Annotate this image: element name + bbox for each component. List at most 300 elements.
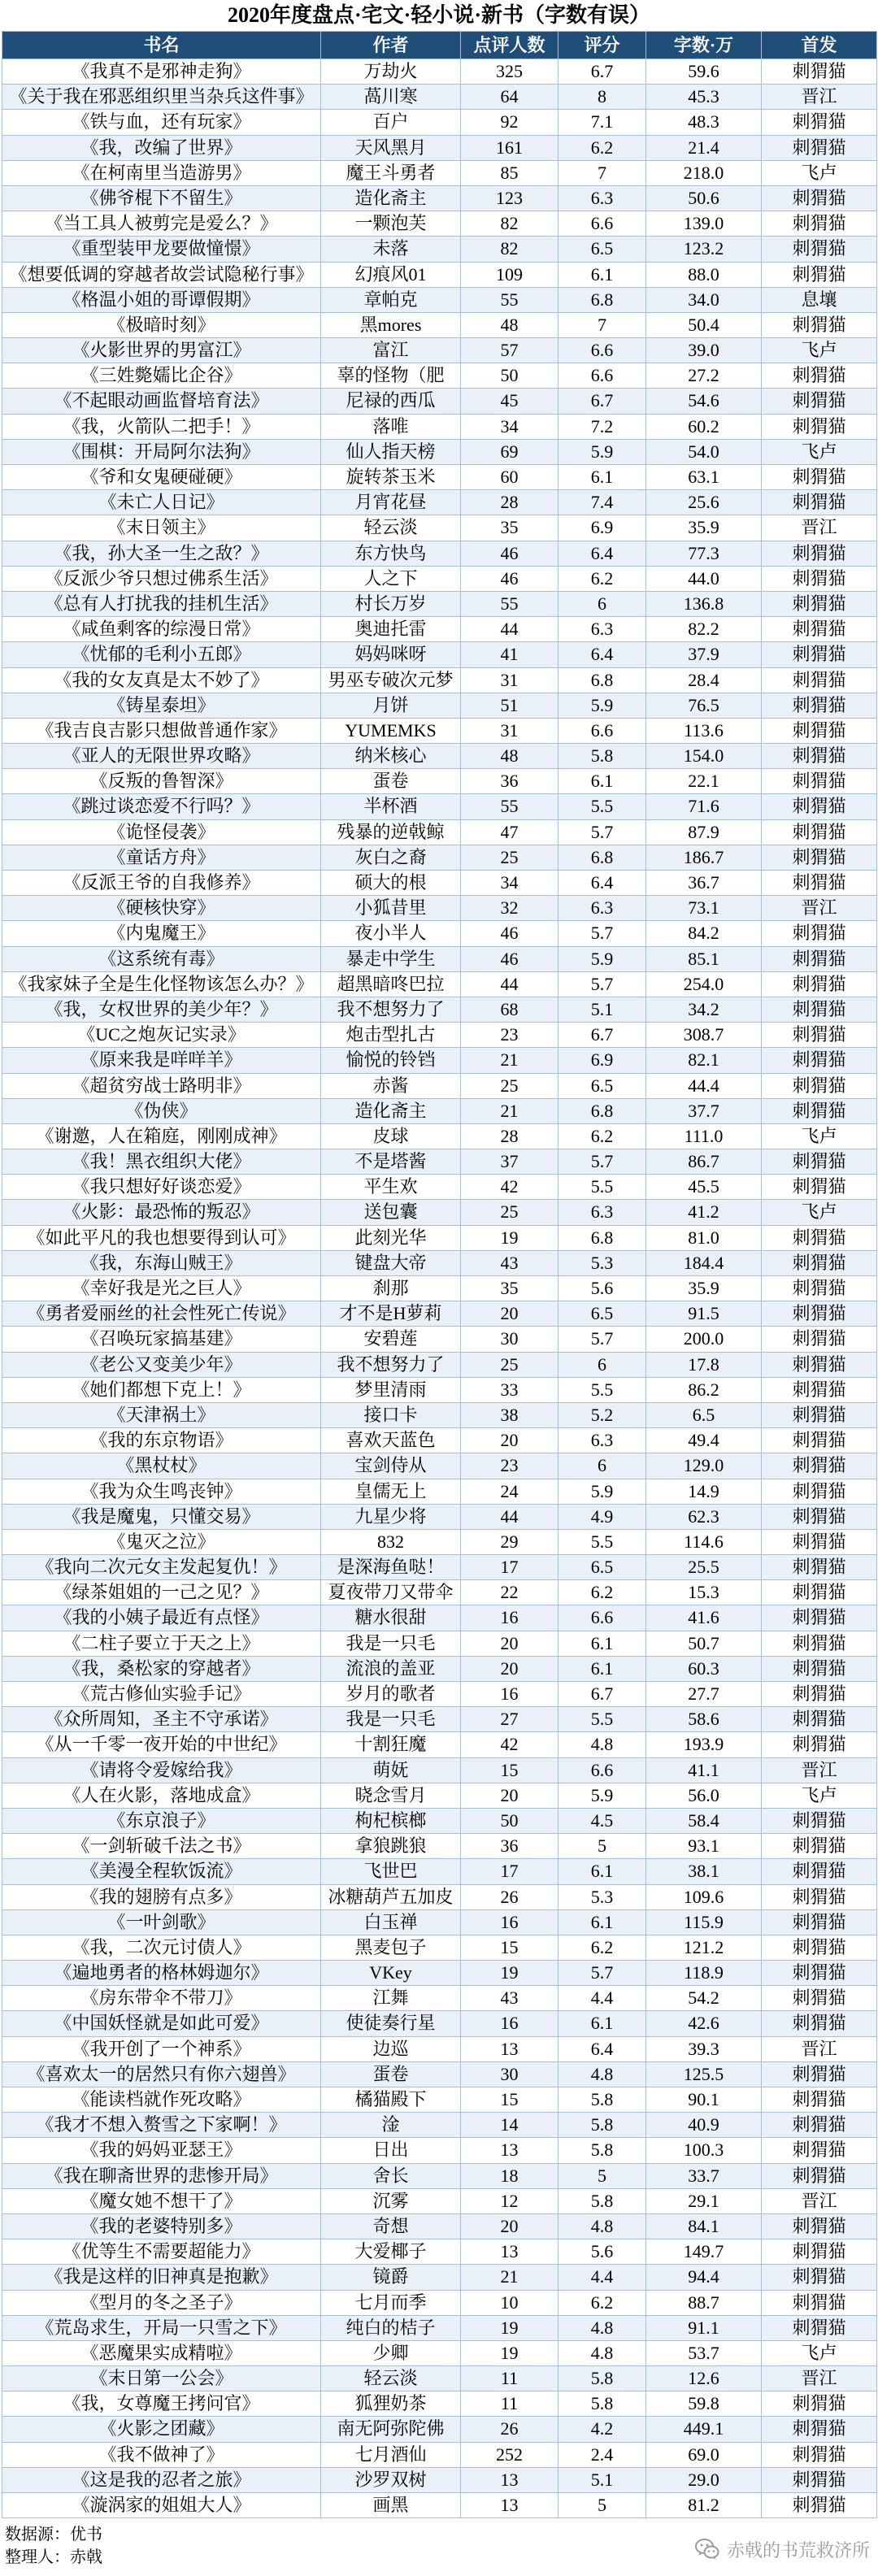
cell-platform: 飞卢	[762, 338, 877, 363]
cell-review-count: 55	[461, 794, 559, 819]
cell-author: 淦	[321, 2113, 461, 2138]
cell-rating: 6.6	[559, 363, 646, 389]
cell-rating: 2.4	[559, 2443, 646, 2468]
cell-word-count: 81.2	[646, 2493, 762, 2518]
cell-book-title: 《我向二次元女主发起复仇！》	[2, 1555, 321, 1580]
cell-book-title: 《我不做神了》	[2, 2443, 321, 2468]
cell-rating: 6	[559, 592, 646, 617]
table-row	[2, 263, 877, 288]
cell-book-title: 《这系统有毒》	[2, 947, 321, 972]
cell-review-count: 60	[461, 465, 559, 490]
cell-author: YUMEMKS	[321, 719, 461, 744]
cell-platform: 刺猬猫	[762, 1403, 877, 1428]
table-row	[2, 1327, 877, 1352]
cell-rating: 4.4	[559, 2265, 646, 2290]
cell-rating: 5.8	[559, 2087, 646, 2113]
cell-review-count: 13	[461, 2138, 559, 2163]
cell-word-count: 34.2	[646, 997, 762, 1023]
cell-platform: 刺猬猫	[762, 1605, 877, 1631]
cell-rating: 5.8	[559, 2366, 646, 2391]
cell-review-count: 30	[461, 2062, 559, 2087]
cell-platform: 刺猬猫	[762, 2291, 877, 2316]
cell-word-count: 44.0	[646, 567, 762, 592]
cell-word-count: 81.0	[646, 1226, 762, 1251]
cell-platform: 刺猬猫	[762, 2493, 877, 2518]
cell-word-count: 41.6	[646, 1605, 762, 1631]
cell-word-count: 45.3	[646, 85, 762, 110]
cell-word-count: 308.7	[646, 1023, 762, 1048]
cell-word-count: 218.0	[646, 161, 762, 186]
cell-platform: 刺猬猫	[762, 744, 877, 769]
cell-rating: 6.7	[559, 389, 646, 414]
cell-word-count: 25.6	[646, 490, 762, 515]
table-row	[2, 490, 877, 515]
cell-author: 我是一只毛	[321, 1631, 461, 1657]
cell-platform: 刺猬猫	[762, 2011, 877, 2036]
cell-word-count: 36.7	[646, 871, 762, 896]
footer-notes	[5, 2523, 102, 2569]
cell-rating: 7.1	[559, 110, 646, 135]
cell-review-count: 252	[461, 2443, 559, 2468]
table-row	[2, 136, 877, 161]
cell-rating: 5.8	[559, 744, 646, 769]
cell-book-title: 《我，火箭队二把手！》	[2, 415, 321, 440]
cell-book-title: 《火影：最恐怖的叛忍》	[2, 1200, 321, 1225]
cell-book-title: 《我，孙大圣一生之敌？》	[2, 541, 321, 567]
cell-word-count: 35.9	[646, 1276, 762, 1301]
cell-book-title: 《漩涡家的姐姐大人》	[2, 2493, 321, 2518]
cell-platform: 刺猬猫	[762, 972, 877, 997]
cell-review-count: 23	[461, 1023, 559, 1048]
cell-word-count: 76.5	[646, 693, 762, 719]
cell-rating: 5.5	[559, 1378, 646, 1403]
cell-platform: 刺猬猫	[762, 1099, 877, 1124]
cell-author: 男巫专破次元梦	[321, 668, 461, 693]
cell-word-count: 44.4	[646, 1074, 762, 1099]
cell-platform: 刺猬猫	[762, 2468, 877, 2493]
cell-book-title: 《我是这样的旧神真是抱歉》	[2, 2265, 321, 2290]
cell-review-count: 69	[461, 440, 559, 465]
cell-word-count: 111.0	[646, 1124, 762, 1149]
cell-rating: 6.8	[559, 668, 646, 693]
cell-rating: 6.7	[559, 1682, 646, 1707]
cell-word-count: 62.3	[646, 1505, 762, 1530]
cell-author: 蛋卷	[321, 769, 461, 794]
cell-platform: 刺猬猫	[762, 845, 877, 871]
cell-platform: 刺猬猫	[762, 1175, 877, 1200]
cell-word-count: 59.8	[646, 2391, 762, 2417]
cell-book-title: 《遍地勇者的格林姆迦尔》	[2, 1961, 321, 1986]
cell-rating: 4.5	[559, 1809, 646, 1834]
table-row	[2, 338, 877, 363]
table-row	[2, 2164, 877, 2189]
cell-author: 岁月的歌者	[321, 1682, 461, 1707]
cell-rating: 6.3	[559, 617, 646, 642]
cell-review-count: 29	[461, 1530, 559, 1555]
cell-review-count: 123	[461, 186, 559, 211]
cell-review-count: 64	[461, 85, 559, 110]
cell-rating: 6.2	[559, 136, 646, 161]
cell-author: 萵川寒	[321, 85, 461, 110]
cell-platform: 刺猬猫	[762, 2113, 877, 2138]
cell-author: 边巡	[321, 2037, 461, 2062]
cell-book-title: 《房东带伞不带刀》	[2, 1986, 321, 2011]
table-row	[2, 2366, 877, 2391]
cell-rating: 6.7	[559, 59, 646, 85]
cell-review-count: 55	[461, 288, 559, 313]
cell-book-title: 《我的妈妈亚瑟王》	[2, 2138, 321, 2163]
cell-word-count: 48.3	[646, 110, 762, 135]
table-row	[2, 1505, 877, 1530]
cell-book-title: 《魔女她不想干了》	[2, 2189, 321, 2214]
cell-author: 枸杞槟榔	[321, 1809, 461, 1834]
cell-author: 南无阿弥陀佛	[321, 2417, 461, 2442]
cell-author: 送包囊	[321, 1200, 461, 1225]
table-row	[2, 668, 877, 693]
table-row	[2, 1910, 877, 1935]
cell-word-count: 88.0	[646, 263, 762, 288]
cell-book-title: 《中国妖怪就是如此可爱》	[2, 2011, 321, 2036]
cell-author: 灰白之裔	[321, 845, 461, 871]
cell-platform: 刺猬猫	[762, 1682, 877, 1707]
cell-review-count: 17	[461, 1859, 559, 1884]
cell-word-count: 85.1	[646, 947, 762, 972]
cell-review-count: 20	[461, 1783, 559, 1809]
cell-rating: 5.1	[559, 997, 646, 1023]
cell-rating: 4.8	[559, 1732, 646, 1757]
cell-review-count: 26	[461, 2417, 559, 2442]
cell-author: 妈妈咪呀	[321, 642, 461, 667]
cell-word-count: 45.5	[646, 1175, 762, 1200]
cell-review-count: 48	[461, 744, 559, 769]
cell-rating: 5.3	[559, 1885, 646, 1910]
cell-review-count: 13	[461, 2239, 559, 2265]
cell-review-count: 41	[461, 642, 559, 667]
cell-rating: 6.1	[559, 2011, 646, 2036]
cell-rating: 5.7	[559, 1961, 646, 1986]
cell-word-count: 109.6	[646, 1885, 762, 1910]
cell-author: 舍长	[321, 2164, 461, 2189]
cell-rating: 7	[559, 313, 646, 338]
cell-book-title: 《不起眼动画监督培育法》	[2, 389, 321, 414]
cell-book-title: 《东京浪子》	[2, 1809, 321, 1834]
cell-word-count: 15.3	[646, 1580, 762, 1605]
cell-review-count: 16	[461, 1682, 559, 1707]
cell-rating: 5.5	[559, 1707, 646, 1732]
cell-rating: 5.9	[559, 440, 646, 465]
cell-platform: 刺猬猫	[762, 2164, 877, 2189]
cell-author: 832	[321, 1530, 461, 1555]
cell-rating: 6.6	[559, 338, 646, 363]
cell-platform: 晋江	[762, 2037, 877, 2062]
cell-rating: 4.8	[559, 2214, 646, 2239]
cell-book-title: 《围棋：开局阿尔法狗》	[2, 440, 321, 465]
cell-review-count: 32	[461, 896, 559, 921]
cell-rating: 6.5	[559, 237, 646, 262]
cell-platform: 刺猬猫	[762, 820, 877, 845]
cell-author: 少卿	[321, 2341, 461, 2366]
table-row	[2, 820, 877, 845]
cell-platform: 刺猬猫	[762, 668, 877, 693]
cell-review-count: 36	[461, 1834, 559, 1859]
cell-book-title: 《超贫穷战士路明非》	[2, 1074, 321, 1099]
cell-platform: 刺猬猫	[762, 1353, 877, 1378]
cell-book-title: 《二柱子要立于天之上》	[2, 1631, 321, 1657]
cell-author: 章帕克	[321, 288, 461, 313]
cell-author: 使徒奏行星	[321, 2011, 461, 2036]
table-row	[2, 744, 877, 769]
cell-platform: 刺猬猫	[762, 1226, 877, 1251]
cell-author: 半杯酒	[321, 794, 461, 819]
cell-word-count: 28.4	[646, 668, 762, 693]
watermark-text: 赤戟的书荒救济所	[726, 2539, 870, 2561]
cell-book-title: 《我，东海山贼王》	[2, 1251, 321, 1276]
cell-rating: 7.4	[559, 490, 646, 515]
cell-author: 东方快鸟	[321, 541, 461, 567]
cell-book-title: 《我真不是邪神走狗》	[2, 59, 321, 85]
cell-book-title: 《末日第一公会》	[2, 2366, 321, 2391]
cell-author: 仙人指天榜	[321, 440, 461, 465]
cell-word-count: 12.6	[646, 2366, 762, 2391]
cell-book-title: 《人在火影，落地成盒》	[2, 1783, 321, 1809]
cell-rating: 4.8	[559, 2062, 646, 2087]
cell-author: 黑麦包子	[321, 1935, 461, 1961]
cell-review-count: 20	[461, 1428, 559, 1453]
cell-book-title: 《火影之团藏》	[2, 2417, 321, 2442]
cell-book-title: 《我家妹子全是生化怪物该怎么办？》	[2, 972, 321, 997]
cell-rating: 5.5	[559, 794, 646, 819]
cell-book-title: 《老公又变美少年》	[2, 1353, 321, 1378]
cell-book-title: 《极暗时刻》	[2, 313, 321, 338]
cell-book-title: 《重型装甲龙要做憧憬》	[2, 237, 321, 262]
cell-rating: 6.2	[559, 567, 646, 592]
cell-review-count: 19	[461, 2316, 559, 2341]
table-row	[2, 1200, 877, 1225]
table-row	[2, 2062, 877, 2087]
cell-rating: 6.2	[559, 1124, 646, 1149]
cell-word-count: 39.3	[646, 2037, 762, 2062]
cell-author: 蛋卷	[321, 2062, 461, 2087]
table-row	[2, 2087, 877, 2113]
cell-word-count: 113.6	[646, 719, 762, 744]
cell-book-title: 《幸好我是光之巨人》	[2, 1276, 321, 1301]
cell-platform: 刺猬猫	[762, 1885, 877, 1910]
cell-review-count: 43	[461, 1251, 559, 1276]
cell-author: 炮击型扎古	[321, 1023, 461, 1048]
cell-platform: 刺猬猫	[762, 871, 877, 896]
table-row	[2, 1885, 877, 1910]
cell-review-count: 26	[461, 1885, 559, 1910]
table-row	[2, 617, 877, 642]
cell-rating: 5.9	[559, 1783, 646, 1809]
table-row	[2, 1453, 877, 1479]
cell-platform: 飞卢	[762, 161, 877, 186]
table-row	[2, 947, 877, 972]
cell-rating: 5.8	[559, 2189, 646, 2214]
cell-platform: 刺猬猫	[762, 1327, 877, 1352]
table-row	[2, 921, 877, 946]
cell-platform: 刺猬猫	[762, 1276, 877, 1301]
cell-word-count: 90.1	[646, 2087, 762, 2113]
cell-platform: 刺猬猫	[762, 1809, 877, 1834]
cell-rating: 6.5	[559, 1074, 646, 1099]
cell-platform: 刺猬猫	[762, 186, 877, 211]
cell-review-count: 35	[461, 1276, 559, 1301]
table-row	[2, 1099, 877, 1124]
cell-book-title: 《咸鱼剩客的综漫日常》	[2, 617, 321, 642]
cell-platform: 刺猬猫	[762, 2138, 877, 2163]
table-row	[2, 2011, 877, 2036]
cell-rating: 6.4	[559, 642, 646, 667]
cell-rating: 5.6	[559, 1276, 646, 1301]
cell-platform: 刺猬猫	[762, 1048, 877, 1073]
cell-author: 未落	[321, 237, 461, 262]
cell-author: 纯白的桔子	[321, 2316, 461, 2341]
table-row	[2, 2316, 877, 2341]
cell-rating: 5.9	[559, 947, 646, 972]
table-row	[2, 1074, 877, 1099]
cell-word-count: 29.0	[646, 2468, 762, 2493]
cell-platform: 刺猬猫	[762, 947, 877, 972]
cell-word-count: 54.6	[646, 389, 762, 414]
cell-author: 奇想	[321, 2214, 461, 2239]
cell-book-title: 《内鬼魔王》	[2, 921, 321, 946]
cell-review-count: 50	[461, 363, 559, 389]
cell-platform: 刺猬猫	[762, 1074, 877, 1099]
cell-author: 橘猫殿下	[321, 2087, 461, 2113]
cell-rating: 6	[559, 1353, 646, 1378]
cell-book-title: 《我吉良吉影只想做普通作家》	[2, 719, 321, 744]
cell-review-count: 44	[461, 972, 559, 997]
cell-author: 幻痕风01	[321, 263, 461, 288]
cell-rating: 6.1	[559, 1631, 646, 1657]
cell-word-count: 200.0	[646, 1327, 762, 1352]
cell-word-count: 54.0	[646, 440, 762, 465]
table-row	[2, 2443, 877, 2468]
cell-author: 百户	[321, 110, 461, 135]
cell-platform: 刺猬猫	[762, 642, 877, 667]
cell-review-count: 16	[461, 1910, 559, 1935]
cell-author: 七月而季	[321, 2291, 461, 2316]
cell-book-title: 《我为众生鸣丧钟》	[2, 1479, 321, 1505]
cell-book-title: 《铸星泰坦》	[2, 693, 321, 719]
cell-review-count: 20	[461, 1631, 559, 1657]
cell-author: 此刻光华	[321, 1226, 461, 1251]
cell-word-count: 60.3	[646, 1657, 762, 1682]
table-row	[2, 1276, 877, 1301]
table-row	[2, 1301, 877, 1327]
cell-word-count: 69.0	[646, 2443, 762, 2468]
cell-platform: 刺猬猫	[762, 1453, 877, 1479]
cell-word-count: 41.2	[646, 1200, 762, 1225]
table-row	[2, 1353, 877, 1378]
cell-review-count: 20	[461, 1657, 559, 1682]
cell-word-count: 77.3	[646, 541, 762, 567]
cell-rating: 6.3	[559, 896, 646, 921]
cell-platform: 刺猬猫	[762, 617, 877, 642]
cell-rating: 5.8	[559, 2138, 646, 2163]
cell-word-count: 53.7	[646, 2341, 762, 2366]
table-row	[2, 110, 877, 135]
cell-word-count: 59.6	[646, 59, 762, 85]
cell-platform: 刺猬猫	[762, 1428, 877, 1453]
cell-author: 镜爵	[321, 2265, 461, 2290]
cell-platform: 刺猬猫	[762, 1910, 877, 1935]
cell-author: 沉雾	[321, 2189, 461, 2214]
cell-word-count: 34.0	[646, 288, 762, 313]
cell-review-count: 15	[461, 1758, 559, 1783]
cell-word-count: 54.2	[646, 1986, 762, 2011]
cell-rating: 5.6	[559, 2239, 646, 2265]
table-row	[2, 161, 877, 186]
table-row	[2, 515, 877, 541]
cell-author: 硕大的根	[321, 871, 461, 896]
compiler-note: 整理人：赤戟	[5, 2548, 102, 2566]
cell-book-title: 《原来我是咩咩羊》	[2, 1048, 321, 1073]
table-row	[2, 1783, 877, 1809]
cell-book-title: 《忧郁的毛利小五郎》	[2, 642, 321, 667]
cell-author: 拿狼跳狼	[321, 1834, 461, 1859]
cell-review-count: 18	[461, 2164, 559, 2189]
cell-platform: 飞卢	[762, 2341, 877, 2366]
cell-review-count: 161	[461, 136, 559, 161]
cell-word-count: 49.4	[646, 1428, 762, 1453]
cell-book-title: 《亚人的无限世界攻略》	[2, 744, 321, 769]
cell-word-count: 6.5	[646, 1403, 762, 1428]
cell-review-count: 44	[461, 1505, 559, 1530]
table-row	[2, 1859, 877, 1884]
cell-review-count: 82	[461, 211, 559, 237]
cell-platform: 刺猬猫	[762, 693, 877, 719]
cell-review-count: 92	[461, 110, 559, 135]
cell-review-count: 55	[461, 592, 559, 617]
table-row	[2, 1580, 877, 1605]
cell-author: 白玉禅	[321, 1910, 461, 1935]
cell-book-title: 《我只想好好谈恋爱》	[2, 1175, 321, 1200]
cell-review-count: 14	[461, 2113, 559, 2138]
cell-word-count: 41.1	[646, 1758, 762, 1783]
cell-author: 我不想努力了	[321, 1353, 461, 1378]
cell-book-title: 《天津祸土》	[2, 1403, 321, 1428]
cell-author: 键盘大帝	[321, 1251, 461, 1276]
cell-rating: 6.1	[559, 465, 646, 490]
cell-word-count: 58.4	[646, 1809, 762, 1834]
table-row	[2, 1479, 877, 1505]
table-row	[2, 1732, 877, 1757]
table-row	[2, 2138, 877, 2163]
cell-book-title: 《火影世界的男富江》	[2, 338, 321, 363]
cell-author: 飞世巴	[321, 1859, 461, 1884]
header-book-title: 书名	[2, 32, 321, 59]
cell-word-count: 84.2	[646, 921, 762, 946]
cell-book-title: 《恶魔果实成精啦》	[2, 2341, 321, 2366]
cell-platform: 刺猬猫	[762, 1657, 877, 1682]
cell-review-count: 15	[461, 1935, 559, 1961]
cell-review-count: 44	[461, 617, 559, 642]
cell-rating: 6.2	[559, 1580, 646, 1605]
cell-rating: 5.3	[559, 1251, 646, 1276]
cell-platform: 飞卢	[762, 1783, 877, 1809]
cell-review-count: 25	[461, 1353, 559, 1378]
cell-author: VKey	[321, 1961, 461, 1986]
cell-author: 狐狸奶茶	[321, 2391, 461, 2417]
cell-review-count: 25	[461, 1200, 559, 1225]
cell-author: 平生欢	[321, 1175, 461, 1200]
cell-review-count: 23	[461, 1453, 559, 1479]
cell-book-title: 《请将令爱嫁给我》	[2, 1758, 321, 1783]
table-row	[2, 1175, 877, 1200]
cell-author: 夏夜带刀又带伞	[321, 1580, 461, 1605]
